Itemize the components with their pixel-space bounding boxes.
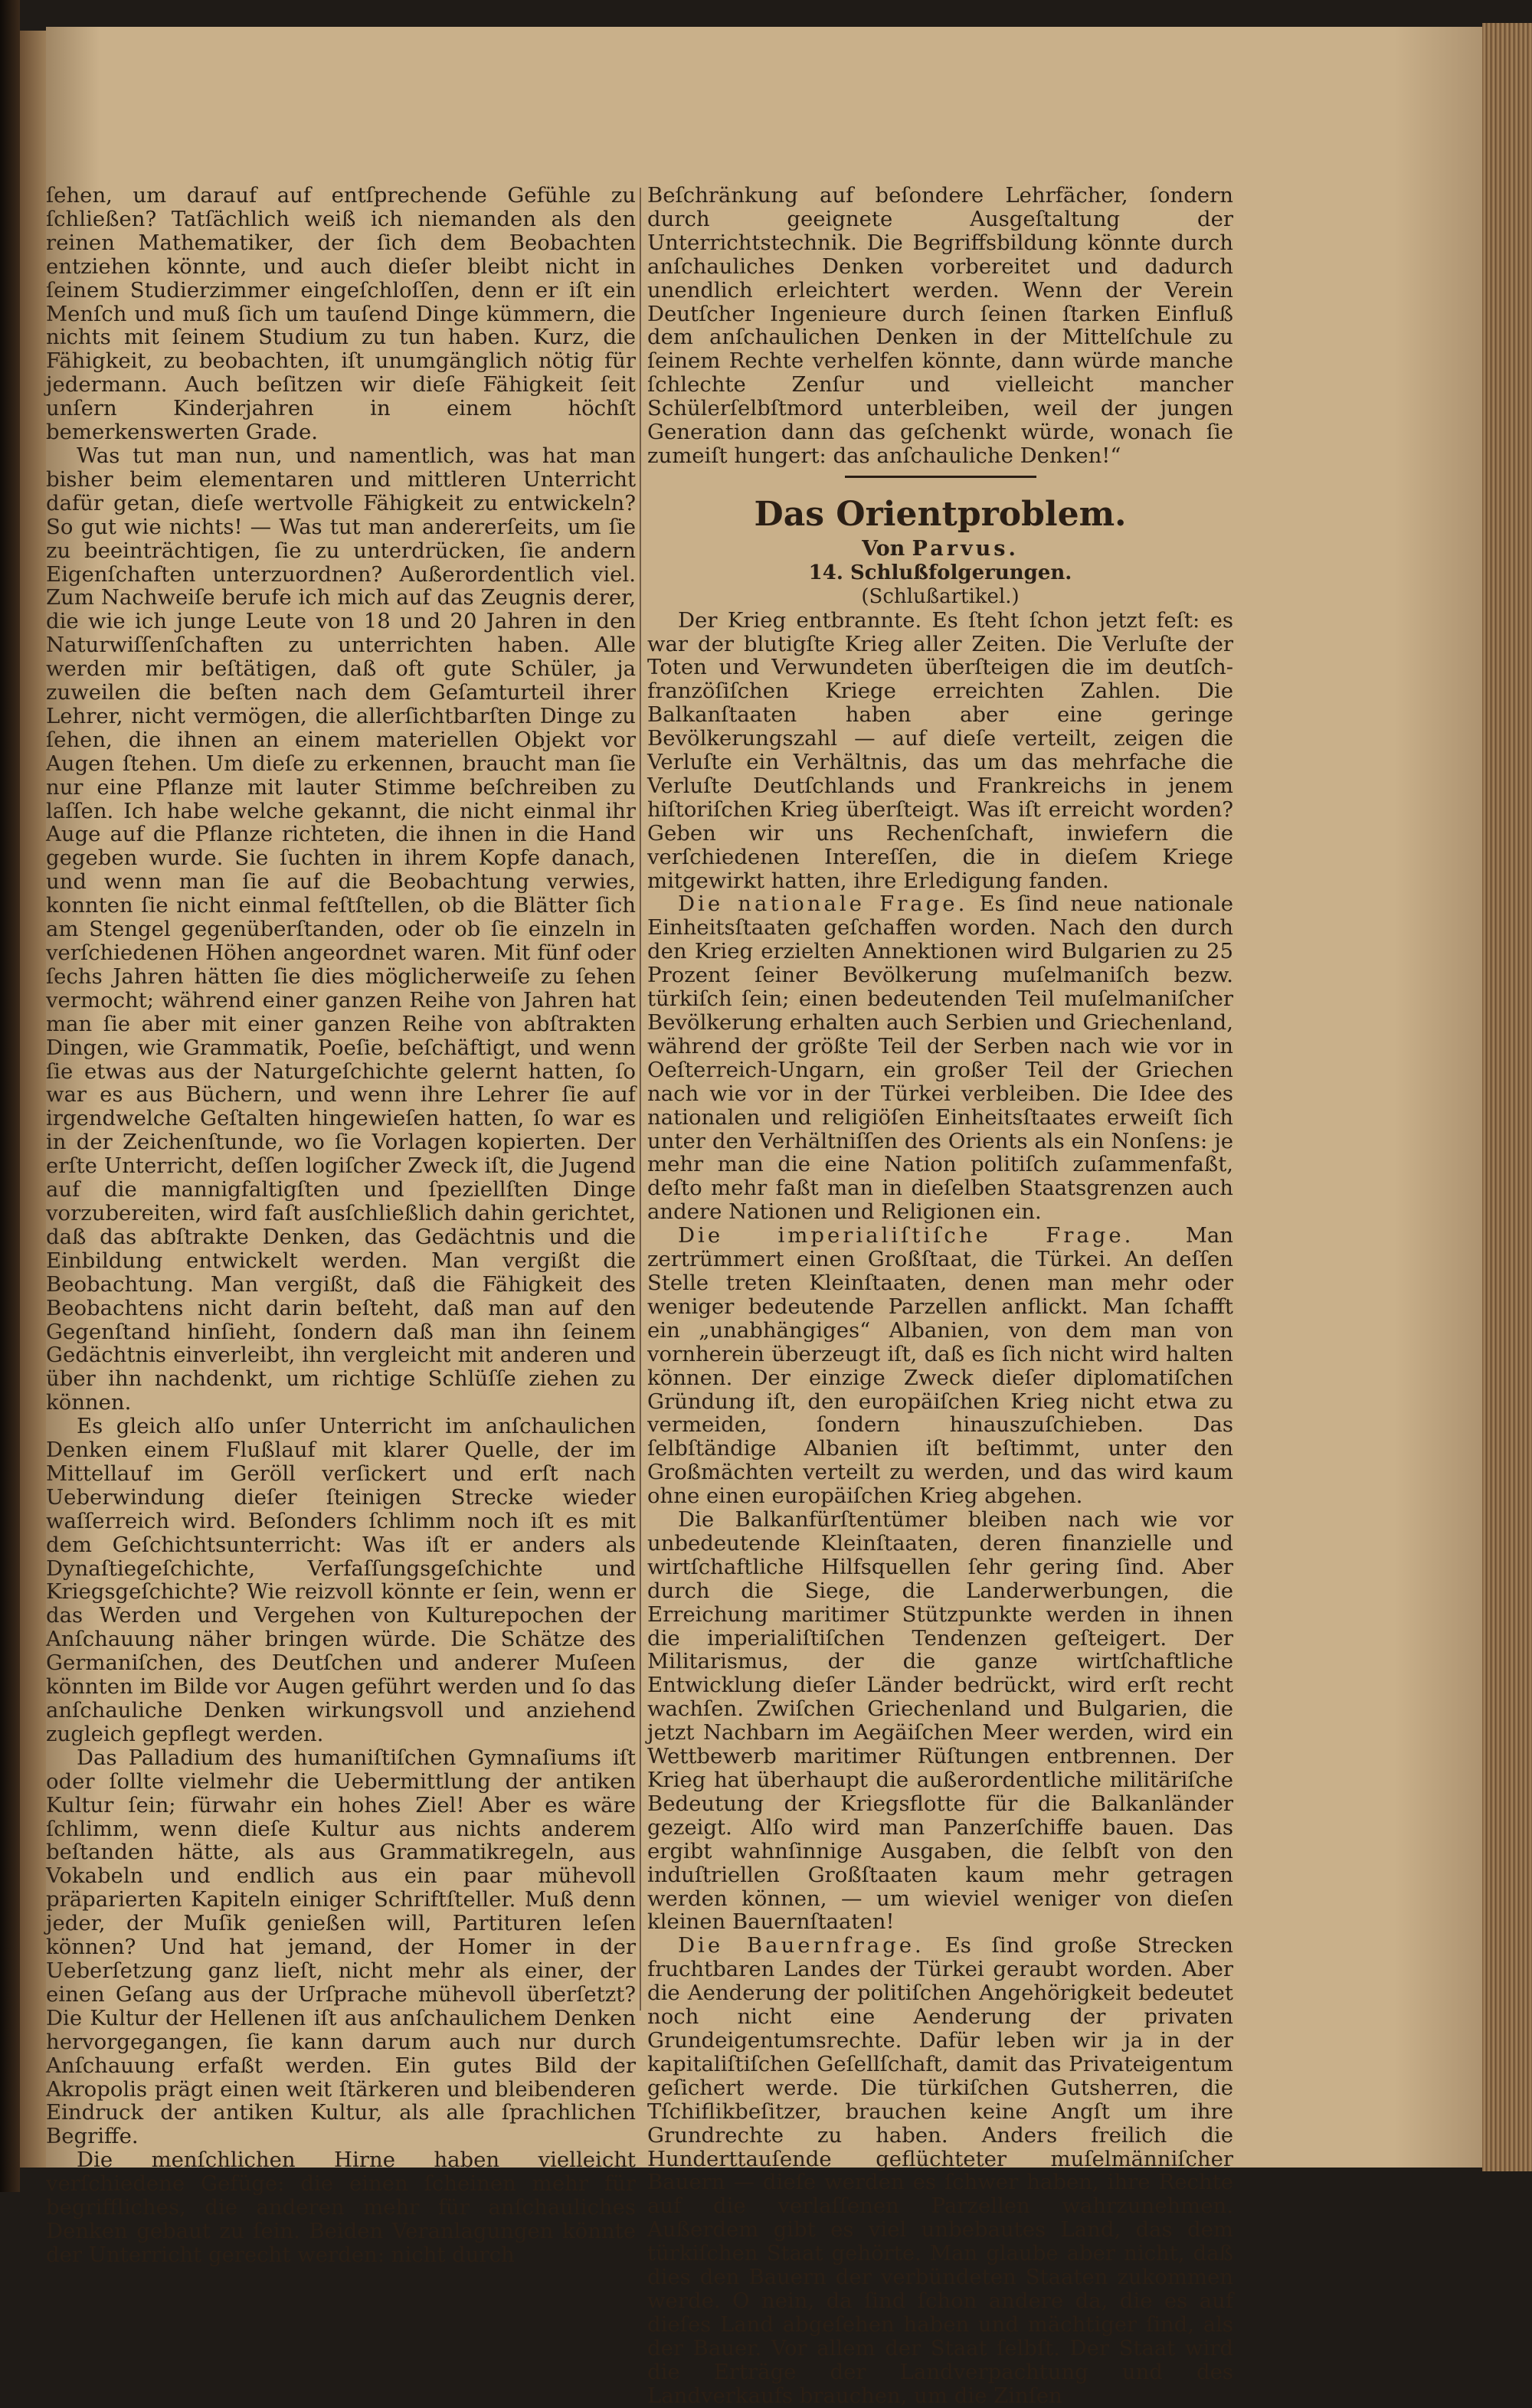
- left-paragraph-5: Die menſchlichen Hirne haben vielleicht verſchiedene Gefüge: die einen ſcheinen mehr für begriffliches, die anderen mehr für anſchauliches Denken gebaut zu ſein. Beiden Veranlagungen könnte der Unterricht gerecht werden: nicht durch: [46, 2148, 636, 2267]
- section-text-peasant: Es ſind große Strecken fruchtbaren Landes der Türkei geraubt worden. Aber die Aenderung der politiſchen Angehörigkeit bedeutet noch nicht eine Aenderung der privaten Grundeigentumsrechte. Dafür leben wir ja in der kapitaliſtiſchen Geſellſchaft, damit das Privateigentum geſichert werde. Die türkiſchen Gutsherren, die Tſchiflikbeſitzer, brauchen keine Angſt um ihre Grundrechte zu haben. Anders freilich die Hunderttauſende geflüchteter muſelmänniſcher Bauern — dieſe werden es ſchwer haben, ihre Rechte auf die verlaſſenen Parzellen wahrzunehmen. Außerdem gibt es viel unbebautes Land, das dem türkiſchen Staat gehörte. Man glaube aber nicht, daß dies den Bauern der verbündeten Staaten zukommen werde. O nein, da ſind ſchon andere da, die es auf dieſes Land abgeſehen haben und mächtiger ſind, als der Bauer. Vor allem der Staat ſelbſt. Der Staat wird die Erträge der Landverpachtung und des Landverkaufs brauchen, um die Zinſen: [647, 1933, 1233, 2408]
- byline-prefix: Von: [862, 536, 905, 561]
- article-section-imperialist: [647, 1224, 1233, 1508]
- column-divider: [640, 188, 641, 2010]
- article-byline: [647, 538, 1233, 561]
- book-binding: [0, 0, 20, 2192]
- previous-article-ending: Beſchränkung auf beſondere Lehrfächer, ſondern durch geeignete Ausgeſtaltung der Unterrichtstechnik. Die Begriffsbildung könnte durch anſchauliches Denken vorbereitet und dadurch unendlich erleichtert werden. Wenn der Verein Deutſcher Ingenieure durch ſeinen ſtarken Einfluß dem anſchaulichen Denken in der Mittelſchule zu ſeinem Rechte verhelfen könnte, dann würde manche ſchlechte Zenſur und vielleicht mancher Schülerſelbſtmord unterbleiben, weil der jungen Generation dann das geſchenkt würde, wonach ſie zumeiſt hungert: das anſchauliche Denken!“: [647, 183, 1233, 468]
- section-heading-national: Die nationale Frage.: [678, 892, 968, 917]
- left-paragraph-2: Was tut man nun, und namentlich, was hat man bisher beim elementaren und mittleren Unterricht dafür getan, dieſe wertvolle Fähigkeit zu entwickeln? So gut wie nichts! — Was tut man andererſeits, um ſie zu beeinträchtigen, ſie zu unterdrücken, ſie andern Eigenſchaften unterzuordnen? Außerordentlich viel. Zum Nachweiſe berufe ich mich auf das Zeugnis derer, die wie ich junge Leute von 18 und 20 Jahren in den Naturwiſſenſchaften zu unterrichten haben. Alle werden mir beſtätigen, daß oft gute Schüler, ja zuweilen die beſten nach dem Geſamturteil ihrer Lehrer, nicht vermögen, die allerſichtbarſten Dinge zu ſehen, die ihnen an einem materiellen Objekt vor Augen ſtehen. Um dieſe zu erkennen, braucht man ſie nur eine Pflanze mit lauter Stimme beſchreiben zu laſſen. Ich habe welche gekannt, die nicht einmal ihr Auge auf die Pflanze richteten, die ihnen in die Hand gegeben wurde. Sie ſuchten in ihrem Kopfe danach, und wenn man ſie auf die Beobachtung verwies, konnten ſie nicht einmal feſtſtellen, ob die Blätter ſich am Stengel gegenüberſtanden, oder ob ſie einzeln in verſchiedenen Höhen angeordnet waren. Mit fünf oder ſechs Jahren hätten ſie dies möglicherweiſe zu ſehen vermocht; während einer ganzen Reihe von Jahren hat man ſie aber mit einer ganzen Reihe von abſtrakten Dingen, wie Grammatik, Poeſie, beſchäftigt, und wenn ſie etwas aus der Naturgeſchichte gelernt hatten, ſo war es aus Büchern, und wenn ihre Lehrer ſie auf irgendwelche Geſtalten hingewieſen hatten, ſo war es in der Zeichenſtunde, wo ſie Vorlagen kopierten. Der erſte Unterricht, deſſen logiſcher Zweck iſt, die Jugend auf die mannigfaltigſten und ſpeziellſten Dinge vorzubereiten, wird faſt ausſchließlich dahin gerichtet, daß das abſtrakte Denken, das Gedächtnis und die Einbildung entwickelt werden. Man vergißt die Beobachtung. Man vergißt, daß die Fähigkeit des Beobachtens nicht darin beſteht, daß man auf den Gegenſtand hinſieht, ſondern daß man ihn ſeinem Gedächtnis einverleibt, ihn vergleicht mit anderen und über ihn nachdenkt, um richtige Schlüſſe ziehen zu können.: [46, 443, 636, 1415]
- article-note: (Schlußartikel.): [861, 584, 1020, 608]
- left-paragraph-1: ſehen, um darauf auf entſprechende Gefühle zu ſchließen? Tatſächlich weiß ich niemanden als den reinen Mathematiker, der ſich dem Beobachten entziehen könnte, und auch dieſer bleibt nicht in ſeinem Studierzimmer eingeſchloſſen, denn er iſt ein Menſch und muß ſich um tauſend Dinge kümmern, die nichts mit ſeinem Studium zu tun haben. Kurz, die Fähigkeit, zu beobachten, iſt unumgänglich nötig für jedermann. Auch beſitzen wir dieſe Fähigkeit ſeit unſern Kinderjahren in einem höchſt bemerkenswerten Grade.: [46, 183, 636, 445]
- article-section-peasant: [647, 1934, 1233, 2407]
- article-intro: Der Krieg entbrannte. Es ſteht ſchon jetzt feſt: es war der blutigſte Krieg aller Zeiten. Die Verluſte der Toten und Verwundeten überſteigen die im deutſch-franzöſiſchen Kriege erreichten Zahlen. Die Balkanſtaaten haben aber eine geringe Bevölkerungszahl — auf dieſe verteilt, zeigen die Verluſte ein Verhältnis, das um das mehrfache die Verluſte Deutſchlands und Frankreichs in jenem hiſtoriſchen Krieg überſteigt. Was iſt erreicht worden? Geben wir uns Rechenſchaft, inwiefern die verſchiedenen Intereſſen, die in dieſem Kriege mitgewirkt hatten, ihre Erledigung fanden.: [647, 607, 1233, 893]
- article-paragraph-balkan: Die Balkanfürſtentümer bleiben nach wie vor unbedeutende Kleinſtaaten, deren finanzielle und wirtſchaftliche Hilfsquellen ſehr gering ſind. Aber durch die Siege, die Landerwerbungen, die Erreichung maritimer Stützpunkte werden in ihnen die imperialiſtiſchen Tendenzen geſteigert. Der Militarismus, der die ganze wirtſchaftliche Entwicklung dieſer Länder bedrückt, wird erſt recht wachſen. Zwiſchen Griechenland und Bulgarien, die jetzt Nachbarn im Aegäiſchen Meer werden, wird ein Wettbewerb maritimer Rüſtungen entbrennen. Der Krieg hat überhaupt die außerordentliche militäriſche Bedeutung der Kriegsflotte für die Balkanländer gezeigt. Alſo wird man Panzerſchiffe bauen. Das ergibt wahnſinnige Ausgaben, die ſelbſt von den induſtriellen Großſtaaten kaum mehr getragen werden können, — um wieviel weniger von dieſen kleinen Bauernſtaaten!: [647, 1507, 1233, 1935]
- article-separator: [845, 476, 1036, 478]
- page-edges: [1482, 23, 1532, 2171]
- section-heading: 14. Schlußfolgerungen.: [808, 561, 1072, 584]
- section-text-national: Es ſind neue nationale Einheitsſtaaten geſchaffen worden. Nach den durch den Krieg erzielten Annektionen wird Bulgarien zu 25 Prozent ſeiner Bevölkerung muſelmaniſch bezw. türkiſch ſein; einen bedeutenden Teil muſelmaniſcher Bevölkerung erhalten auch Serbien und Griechenland, während der größte Teil der Serben nach wie vor in Oeſterreich-Ungarn, ein großer Teil der Griechen nach wie vor in der Türkei verbleiben. Die Idee des nationalen und religiöſen Einheitsſtaates erweiſt ſich unter den Verhältniſſen des Orients als ein Nonſens: je mehr man die eine Nation politiſch zuſammenfaßt, deſto mehr faßt man in dieſelben Staatsgrenzen auch andere Nationen und Religionen ein.: [647, 892, 1234, 1225]
- article-title: Das Orientproblem.: [754, 494, 1127, 534]
- right-column: [647, 184, 1233, 2407]
- article-author: Parvus.: [912, 536, 1019, 561]
- section-heading-imperialist: Die imperialiſtiſche Frage.: [678, 1223, 1134, 1248]
- section-heading-peasant: Die Bauernfrage.: [678, 1933, 925, 1958]
- left-paragraph-4: Das Palladium des humaniſtiſchen Gymnaſiums iſt oder ſollte vielmehr die Uebermittlung der antiken Kultur ſein; fürwahr ein hohes Ziel! Aber es wäre ſchlimm, wenn dieſe Kultur aus nichts anderem beſtanden hätte, als aus Grammatikregeln, aus Vokabeln und endlich aus ein paar mühevoll präparierten Kapiteln einiger Schriftſteller. Muß denn jeder, der Muſik genießen will, Partituren leſen können? Und hat jemand, der Homer in der Ueberſetzung ganz lieſt, nicht mehr als einer, der einen Geſang aus der Urſprache mühevoll überſetzt? Die Kultur der Hellenen iſt aus anſchaulichem Denken hervorgegangen, ſie kann darum auch nur durch Anſchauung erfaßt werden. Ein gutes Bild der Akropolis prägt einen weit ſtärkeren und bleibenderen Eindruck der antiken Kultur, als alle ſprachlichen Begriffe.: [46, 1745, 636, 2149]
- article-section-national: [647, 892, 1233, 1224]
- left-column: [46, 184, 636, 2267]
- left-paragraph-3: Es gleich alſo unſer Unterricht im anſchaulichen Denken einem Flußlauf mit klarer Quelle, der im Mittellauf im Geröll verſickert und erſt nach Ueberwindung dieſer ſteinigen Strecke wieder waſſerreich wird. Beſonders ſchlimm noch iſt es mit dem Geſchichtsunterricht: Was iſt er anders als Dynaſtiegeſchichte, Verfaſſungsgeſchichte und Kriegsgeſchichte? Wie reizvoll könnte er ſein, wenn er das Werden und Vergehen von Kulturepochen der Anſchauung näher bringen würde. Die Schätze des Germaniſchen, des Deutſchen und anderer Muſeen könnten im Bilde vor Augen geführt werden und ſo das anſchauliche Denken wirkungsvoll und anziehend zugleich gepflegt werden.: [46, 1414, 636, 1746]
- section-text-imperialist: Man zertrümmert einen Großſtaat, die Türkei. An deſſen Stelle treten Kleinſtaaten, denen man mehr oder weniger bedeutende Parzellen anflickt. Man ſchafft ein „unabhängiges“ Albanien, von dem man von vornherein überzeugt iſt, daß es ſich nicht wird halten können. Der einzige Zweck dieſer diplomatiſchen Gründung iſt, den europäiſchen Krieg nicht etwa zu vermeiden, ſondern hinauszuſchieben. Das ſelbſtändige Albanien iſt beſtimmt, unter den Großmächten verteilt zu werden, und das wird kaum ohne einen europäiſchen Krieg abgehen.: [647, 1223, 1233, 1509]
